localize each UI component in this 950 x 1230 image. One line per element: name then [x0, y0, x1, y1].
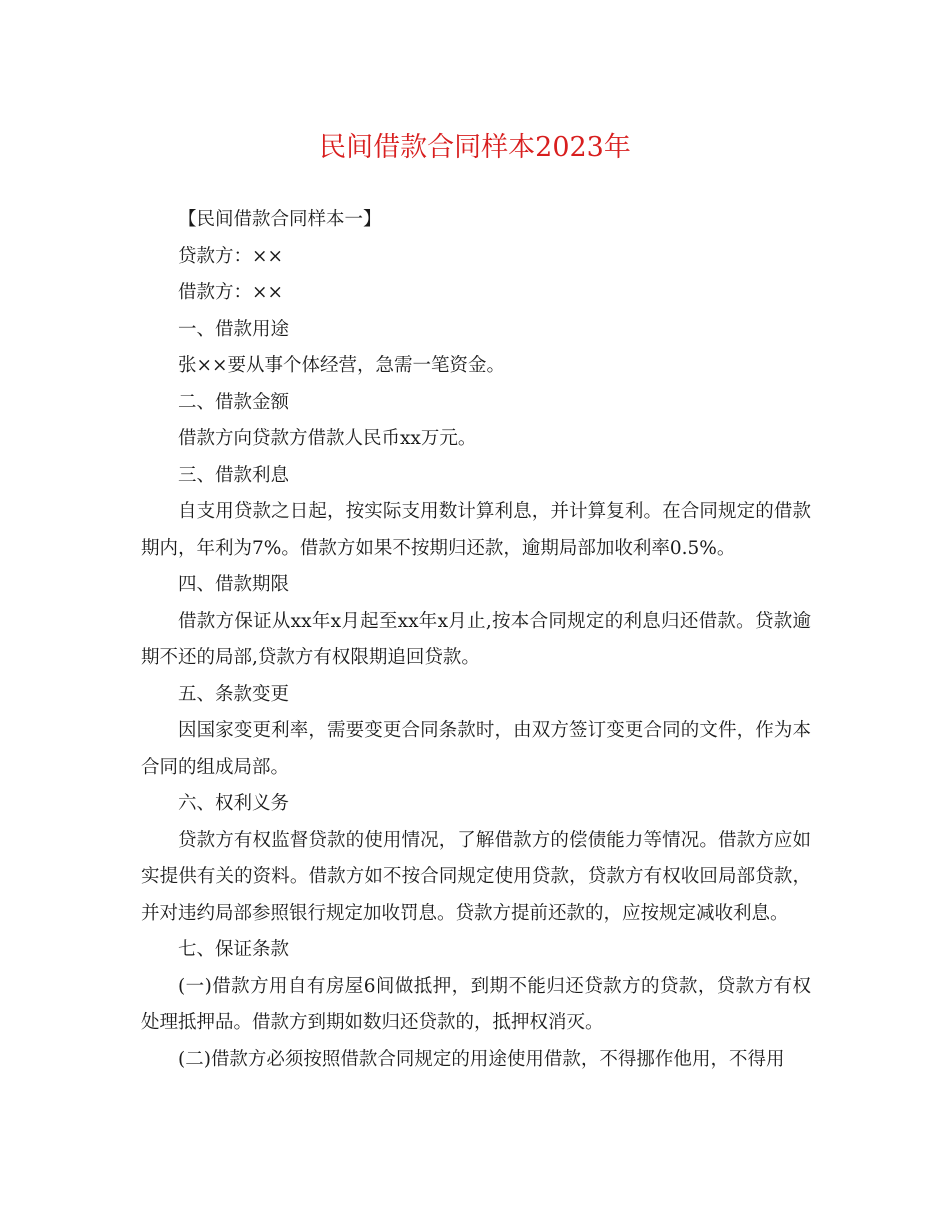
clause-text-term: 借款方保证从xx年x月起至xx年x月止,按本合同规定的利息归还借款。贷款逾期不还的局部,贷款方有权限期追回贷款。 [141, 610, 811, 668]
lender-line: 贷款方：×× [178, 245, 284, 267]
clause-heading-purpose: 一、借款用途 [178, 318, 290, 340]
section-heading-sample-one: 【民间借款合同样本一】 [178, 209, 382, 230]
clause-text-guarantee-1: (一)借款方用自有房屋6间做抵押，到期不能归还贷款方的贷款，贷款方有权处理抵押品。借款方到期如数归还贷款的，抵押权消灭。 [141, 975, 811, 1033]
document-title: 民间借款合同样本2023年 [319, 132, 631, 163]
clause-text-interest: 自支用贷款之日起，按实际支用数计算利息，并计算复利。在合同规定的借款期内，年利为7%。借款方如果不按期归还款，逾期局部加收利率0.5%。 [141, 501, 811, 559]
clause-heading-changes: 五、条款变更 [178, 683, 290, 705]
clause-text-rights: 贷款方有权监督贷款的使用情况，了解借款方的偿债能力等情况。借款方应如实提供有关的资料。借款方如不按合同规定使用贷款，贷款方有权收回局部贷款，并对违约局部参照银行规定加收罚息。贷款方提前还款的，应按规定减收利息。 [141, 829, 811, 924]
clause-text-guarantee-2: (二)借款方必须按照借款合同规定的用途使用借款，不得挪作他用，不得用 [178, 1048, 785, 1070]
clause-heading-interest: 三、借款利息 [178, 464, 290, 486]
clause-heading-term: 四、借款期限 [178, 574, 290, 595]
clause-heading-amount: 二、借款金额 [178, 391, 290, 413]
clause-text-purpose: 张××要从事个体经营，急需一笔资金。 [178, 355, 506, 376]
clause-heading-guarantee: 七、保证条款 [178, 939, 290, 960]
clause-text-amount: 借款方向贷款方借款人民币xx万元。 [178, 428, 477, 449]
clause-text-changes: 因国家变更利率，需要变更合同条款时，由双方签订变更合同的文件，作为本合同的组成局部。 [141, 720, 811, 778]
borrower-line: 借款方：×× [178, 282, 284, 303]
clause-heading-rights: 六、权利义务 [178, 793, 290, 814]
document-body [141, 202, 811, 1078]
